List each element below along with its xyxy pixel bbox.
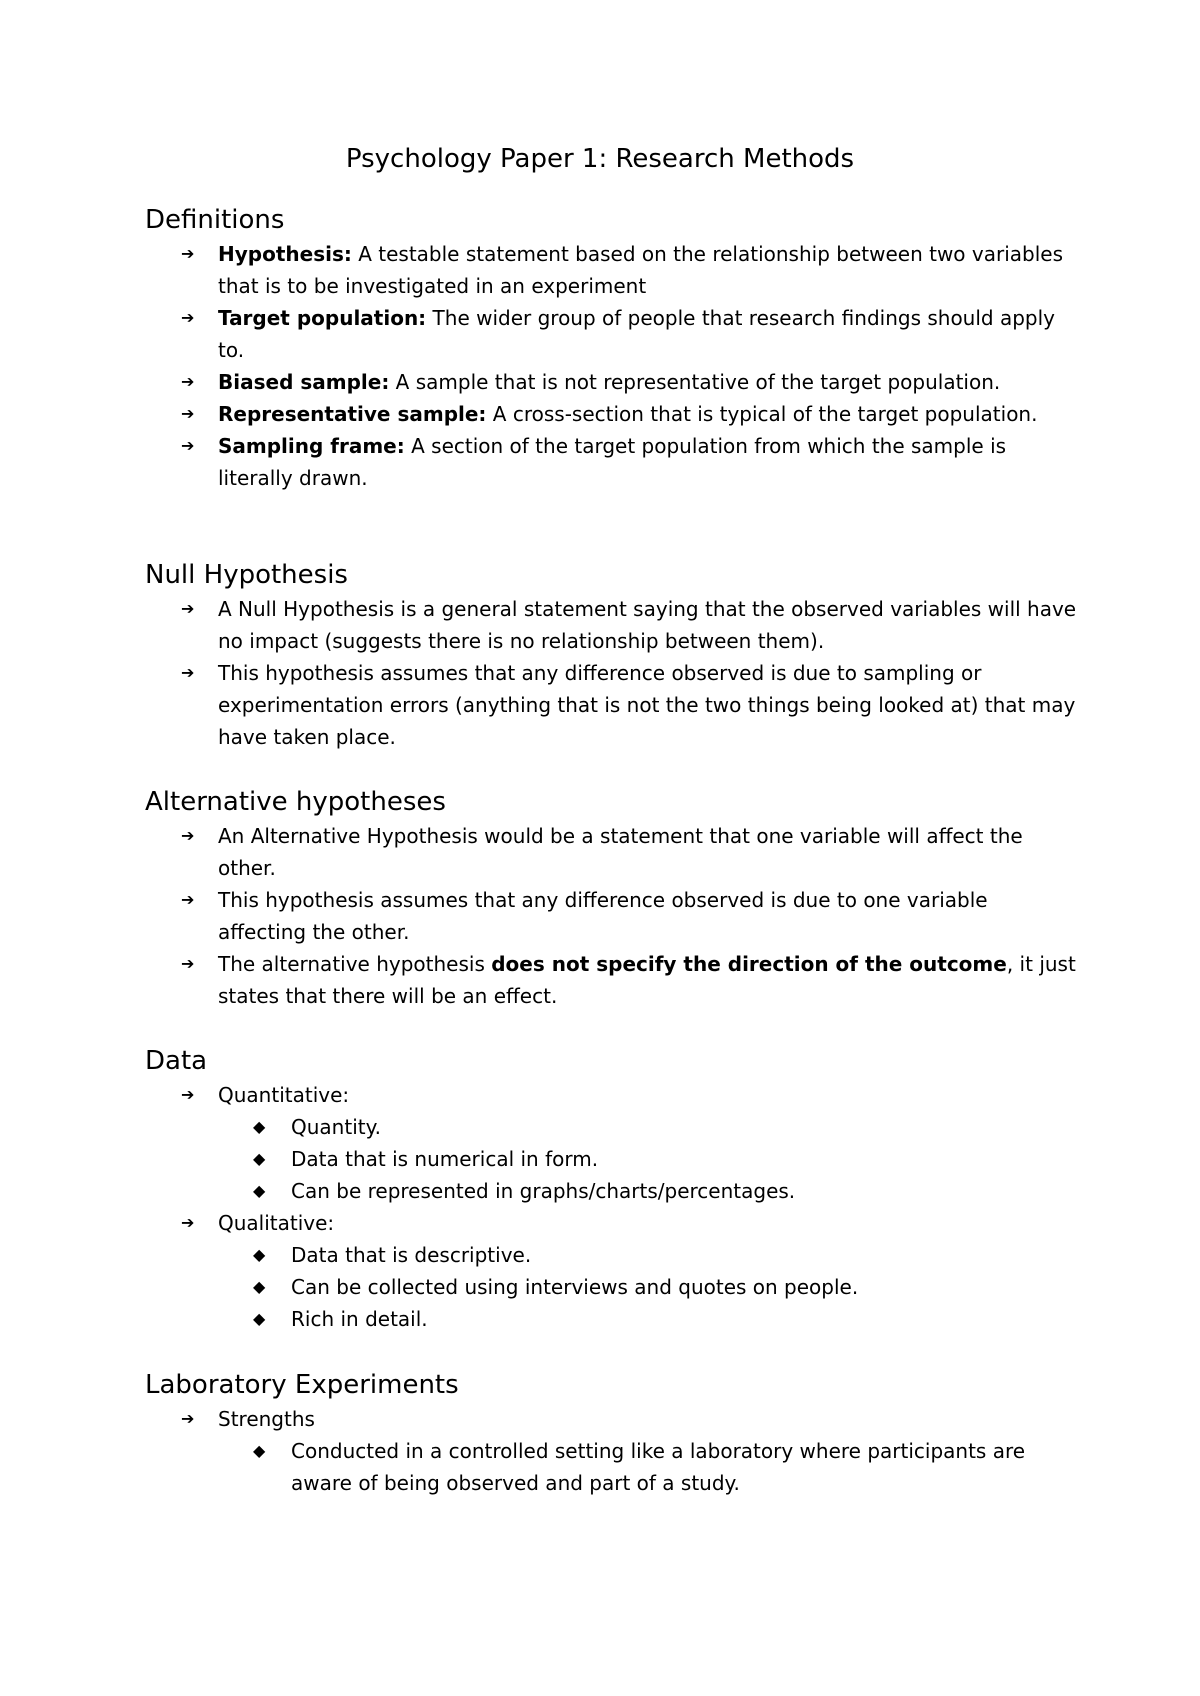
section-heading: Laboratory Experiments bbox=[145, 1370, 459, 1400]
arrow-bullet-icon: ➔ bbox=[181, 308, 195, 327]
sublist-item bbox=[218, 1271, 1080, 1303]
list-item bbox=[145, 593, 1080, 657]
section-data bbox=[145, 1044, 1080, 1335]
strengths-sublist bbox=[218, 1435, 1080, 1499]
alternative-hypotheses-list bbox=[145, 820, 1080, 1012]
diamond-bullet-icon: ◆ bbox=[253, 1441, 266, 1460]
list-item-text: Strengths bbox=[218, 1407, 315, 1431]
sublist-item-text: Can be represented in graphs/charts/percentages. bbox=[291, 1179, 796, 1203]
sublist-item bbox=[218, 1435, 1080, 1499]
arrow-bullet-icon: ➔ bbox=[181, 890, 195, 909]
arrow-bullet-icon: ➔ bbox=[181, 1213, 195, 1232]
list-item bbox=[145, 1079, 1080, 1207]
list-item-text: , it just states that there will be an effect. bbox=[218, 952, 1076, 1008]
section-heading: Data bbox=[145, 1046, 208, 1076]
null-hypothesis-list bbox=[145, 593, 1080, 753]
diamond-bullet-icon: ◆ bbox=[253, 1277, 266, 1296]
list-item bbox=[145, 1207, 1080, 1335]
list-item-text: This hypothesis assumes that any difference observed is due to one variable affecting the other. bbox=[218, 888, 988, 944]
diamond-bullet-icon: ◆ bbox=[253, 1309, 266, 1328]
list-item bbox=[145, 238, 1080, 302]
emphasis-text: does not specify the direction of the outcome bbox=[491, 952, 1007, 976]
list-item bbox=[145, 884, 1080, 948]
arrow-bullet-icon: ➔ bbox=[181, 826, 195, 845]
definition-text: The wider group of people that research findings should apply to. bbox=[218, 306, 1056, 362]
sublist-item bbox=[218, 1303, 1080, 1335]
section-heading: Alternative hypotheses bbox=[145, 787, 446, 817]
list-item-text: A Null Hypothesis is a general statement saying that the observed variables will have no impact (suggests there is no relationship between them). bbox=[218, 597, 1077, 653]
section-definitions bbox=[145, 203, 1080, 494]
page-title: Psychology Paper 1: Research Methods bbox=[345, 144, 855, 174]
list-item-text: An Alternative Hypothesis would be a statement that one variable will affect the other. bbox=[218, 824, 1023, 880]
laboratory-experiments-list bbox=[145, 1403, 1080, 1499]
arrow-bullet-icon: ➔ bbox=[181, 663, 195, 682]
diamond-bullet-icon: ◆ bbox=[253, 1245, 266, 1264]
sublist-item-text: Quantity. bbox=[291, 1115, 381, 1139]
diamond-bullet-icon: ◆ bbox=[253, 1149, 266, 1168]
section-heading: Definitions bbox=[145, 205, 285, 235]
diamond-bullet-icon: ◆ bbox=[253, 1117, 266, 1136]
definition-term: Representative sample: bbox=[218, 402, 487, 426]
diamond-bullet-icon: ◆ bbox=[253, 1181, 266, 1200]
list-item-text: The alternative hypothesis bbox=[218, 952, 492, 976]
sublist-item-text: Can be collected using interviews and quotes on people. bbox=[291, 1275, 859, 1299]
definition-text: A sample that is not representative of the target population. bbox=[389, 370, 1001, 394]
sublist-item-text: Rich in detail. bbox=[291, 1307, 428, 1331]
arrow-bullet-icon: ➔ bbox=[181, 954, 195, 973]
definition-text: A cross-section that is typical of the target population. bbox=[486, 402, 1038, 426]
list-item-text: This hypothesis assumes that any difference observed is due to sampling or experimentation errors (anything that is not the two things being looked at) that may have taken place. bbox=[218, 661, 1076, 749]
qualitative-sublist bbox=[218, 1239, 1080, 1335]
list-item bbox=[145, 398, 1080, 430]
list-item bbox=[145, 820, 1080, 884]
arrow-bullet-icon: ➔ bbox=[181, 404, 195, 423]
arrow-bullet-icon: ➔ bbox=[181, 436, 195, 455]
sublist-item bbox=[218, 1143, 1080, 1175]
section-null-hypothesis bbox=[145, 558, 1080, 753]
list-item bbox=[145, 1403, 1080, 1499]
list-item bbox=[145, 302, 1080, 366]
definition-text: A section of the target population from which the sample is literally drawn. bbox=[218, 434, 1007, 490]
list-item-text: Qualitative: bbox=[218, 1211, 335, 1235]
definitions-list bbox=[145, 238, 1080, 494]
arrow-bullet-icon: ➔ bbox=[181, 1085, 195, 1104]
definition-term: Biased sample: bbox=[218, 370, 390, 394]
quantitative-sublist bbox=[218, 1111, 1080, 1207]
section-alternative-hypotheses bbox=[145, 785, 1080, 1012]
list-item-text: Quantitative: bbox=[218, 1083, 350, 1107]
sublist-item-text: Conducted in a controlled setting like a laboratory where participants are aware of being observed and part of a study. bbox=[291, 1439, 1026, 1495]
arrow-bullet-icon: ➔ bbox=[181, 372, 195, 391]
sublist-item bbox=[218, 1239, 1080, 1271]
sublist-item-text: Data that is descriptive. bbox=[291, 1243, 532, 1267]
section-laboratory-experiments bbox=[145, 1368, 1080, 1499]
sublist-item bbox=[218, 1111, 1080, 1143]
sublist-item-text: Data that is numerical in form. bbox=[291, 1147, 599, 1171]
data-list bbox=[145, 1079, 1080, 1335]
list-item bbox=[145, 948, 1080, 1012]
arrow-bullet-icon: ➔ bbox=[181, 599, 195, 618]
definition-term: Sampling frame: bbox=[218, 434, 405, 458]
definition-term: Hypothesis: bbox=[218, 242, 352, 266]
list-item bbox=[145, 430, 1080, 494]
definition-term: Target population: bbox=[218, 306, 427, 330]
section-heading: Null Hypothesis bbox=[145, 560, 348, 590]
list-item bbox=[145, 366, 1080, 398]
list-item bbox=[145, 657, 1080, 753]
arrow-bullet-icon: ➔ bbox=[181, 244, 195, 263]
arrow-bullet-icon: ➔ bbox=[181, 1409, 195, 1428]
sublist-item bbox=[218, 1175, 1080, 1207]
definition-text: A testable statement based on the relationship between two variables that is to be investigated in an experiment bbox=[218, 242, 1063, 298]
